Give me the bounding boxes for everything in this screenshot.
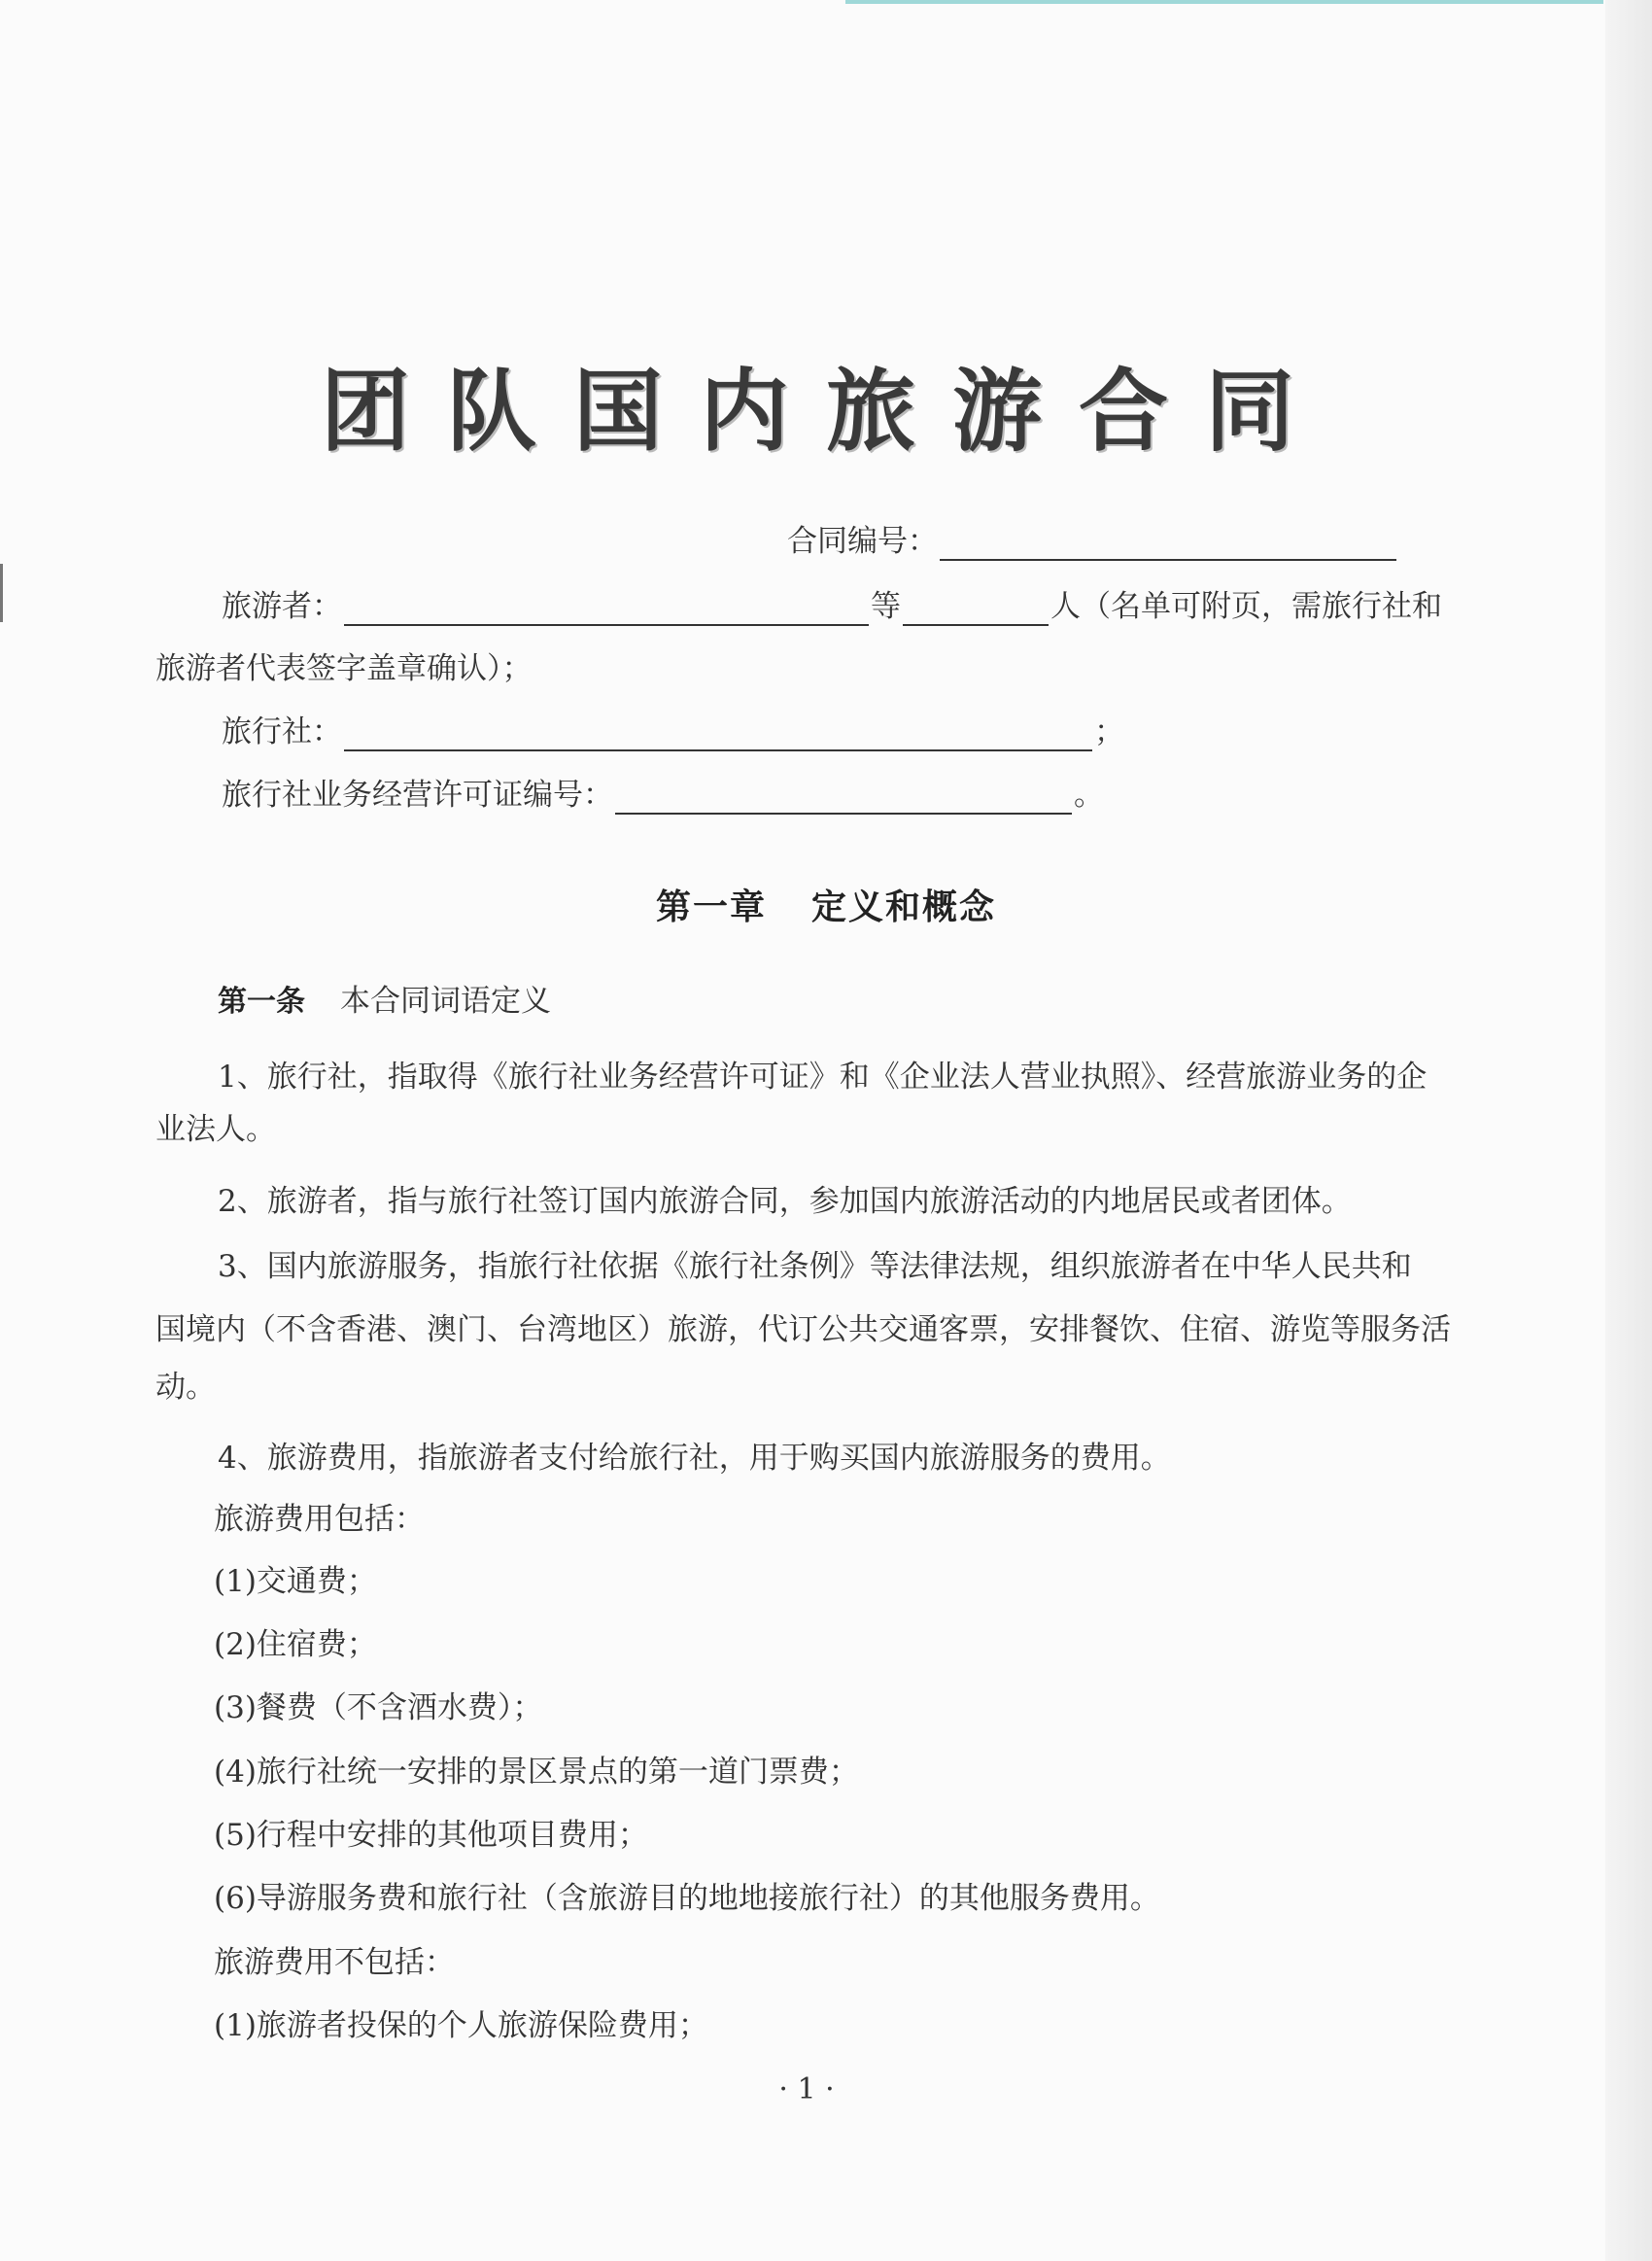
license-blank <box>615 783 1072 815</box>
body-line: 1、旅行社，指取得《旅行社业务经营许可证》和《企业法人营业执照》、经营旅游业务的企 <box>218 1060 1428 1095</box>
list-item: (3)餐费（不含酒水费）； <box>214 1690 543 1725</box>
tourist-row <box>222 587 1442 626</box>
license-row <box>222 776 1104 815</box>
chapter-number: 第一章 <box>655 887 767 927</box>
scan-edge-shadow <box>1605 0 1652 2261</box>
body-line: 业法人。 <box>155 1112 276 1147</box>
tourist-name-blank <box>344 595 869 626</box>
agency-blank <box>344 720 1092 751</box>
license-label: 旅行社业务经营许可证编号： <box>222 778 613 813</box>
scan-edge-mark <box>0 564 3 622</box>
document-title: 团队国内旅游合同 <box>320 359 1331 464</box>
agency-label: 旅行社： <box>222 714 342 749</box>
agency-row <box>222 713 1124 751</box>
tourist-count-blank <box>903 595 1049 626</box>
list-item: (1)交通费； <box>214 1564 377 1599</box>
list-item: (6)导游服务费和旅行社（含旅游目的地地接旅行社）的其他服务费用。 <box>214 1881 1160 1916</box>
body-line: 国境内（不含香港、澳门、台湾地区）旅游，代订公共交通客票，安排餐饮、住宿、游览等服务活 <box>155 1312 1451 1347</box>
body-line: 2、旅游者，指与旅行社签订国内旅游合同，参加国内旅游活动的内地居民或者团体。 <box>218 1184 1352 1219</box>
body-line: 4、旅游费用，指旅游者支付给旅行社，用于购买国内旅游服务的费用。 <box>218 1441 1171 1476</box>
contract-number-row <box>787 522 1398 561</box>
body-line: 旅游费用不包括： <box>214 1945 455 1980</box>
chapter-title: 定义和概念 <box>811 887 997 927</box>
tourist-count-label: 等 <box>871 589 901 624</box>
body-line: 动。 <box>155 1370 216 1405</box>
scan-edge-top <box>845 0 1603 4</box>
tourist-note-line-2: 旅游者代表签字盖章确认）； <box>155 651 533 686</box>
article-heading <box>218 982 551 1022</box>
list-item: (5)行程中安排的其他项目费用； <box>214 1818 648 1853</box>
body-line: 3、国内旅游服务，指旅行社依据《旅行社条例》等法律法规，组织旅游者在中华人民共和 <box>218 1249 1412 1284</box>
list-item: (4)旅行社统一安排的景区景点的第一道门票费； <box>214 1755 859 1790</box>
contract-number-blank <box>940 530 1396 561</box>
contract-number-label: 合同编号： <box>787 524 938 559</box>
body-line: 旅游费用包括： <box>214 1502 425 1537</box>
tourist-label: 旅游者： <box>222 589 342 624</box>
article-title: 本合同词语定义 <box>340 984 551 1019</box>
list-item: (2)住宿费； <box>214 1627 377 1662</box>
article-label: 第一条 <box>218 985 305 1019</box>
list-item: (1)旅游者投保的个人旅游保险费用； <box>214 2008 708 2043</box>
tourist-note: 人（名单可附页，需旅行社和 <box>1050 589 1442 624</box>
agency-end: ； <box>1094 714 1124 749</box>
chapter-heading <box>0 880 1652 929</box>
page-number: · 1 · <box>778 2072 835 2106</box>
license-end: 。 <box>1074 778 1104 813</box>
